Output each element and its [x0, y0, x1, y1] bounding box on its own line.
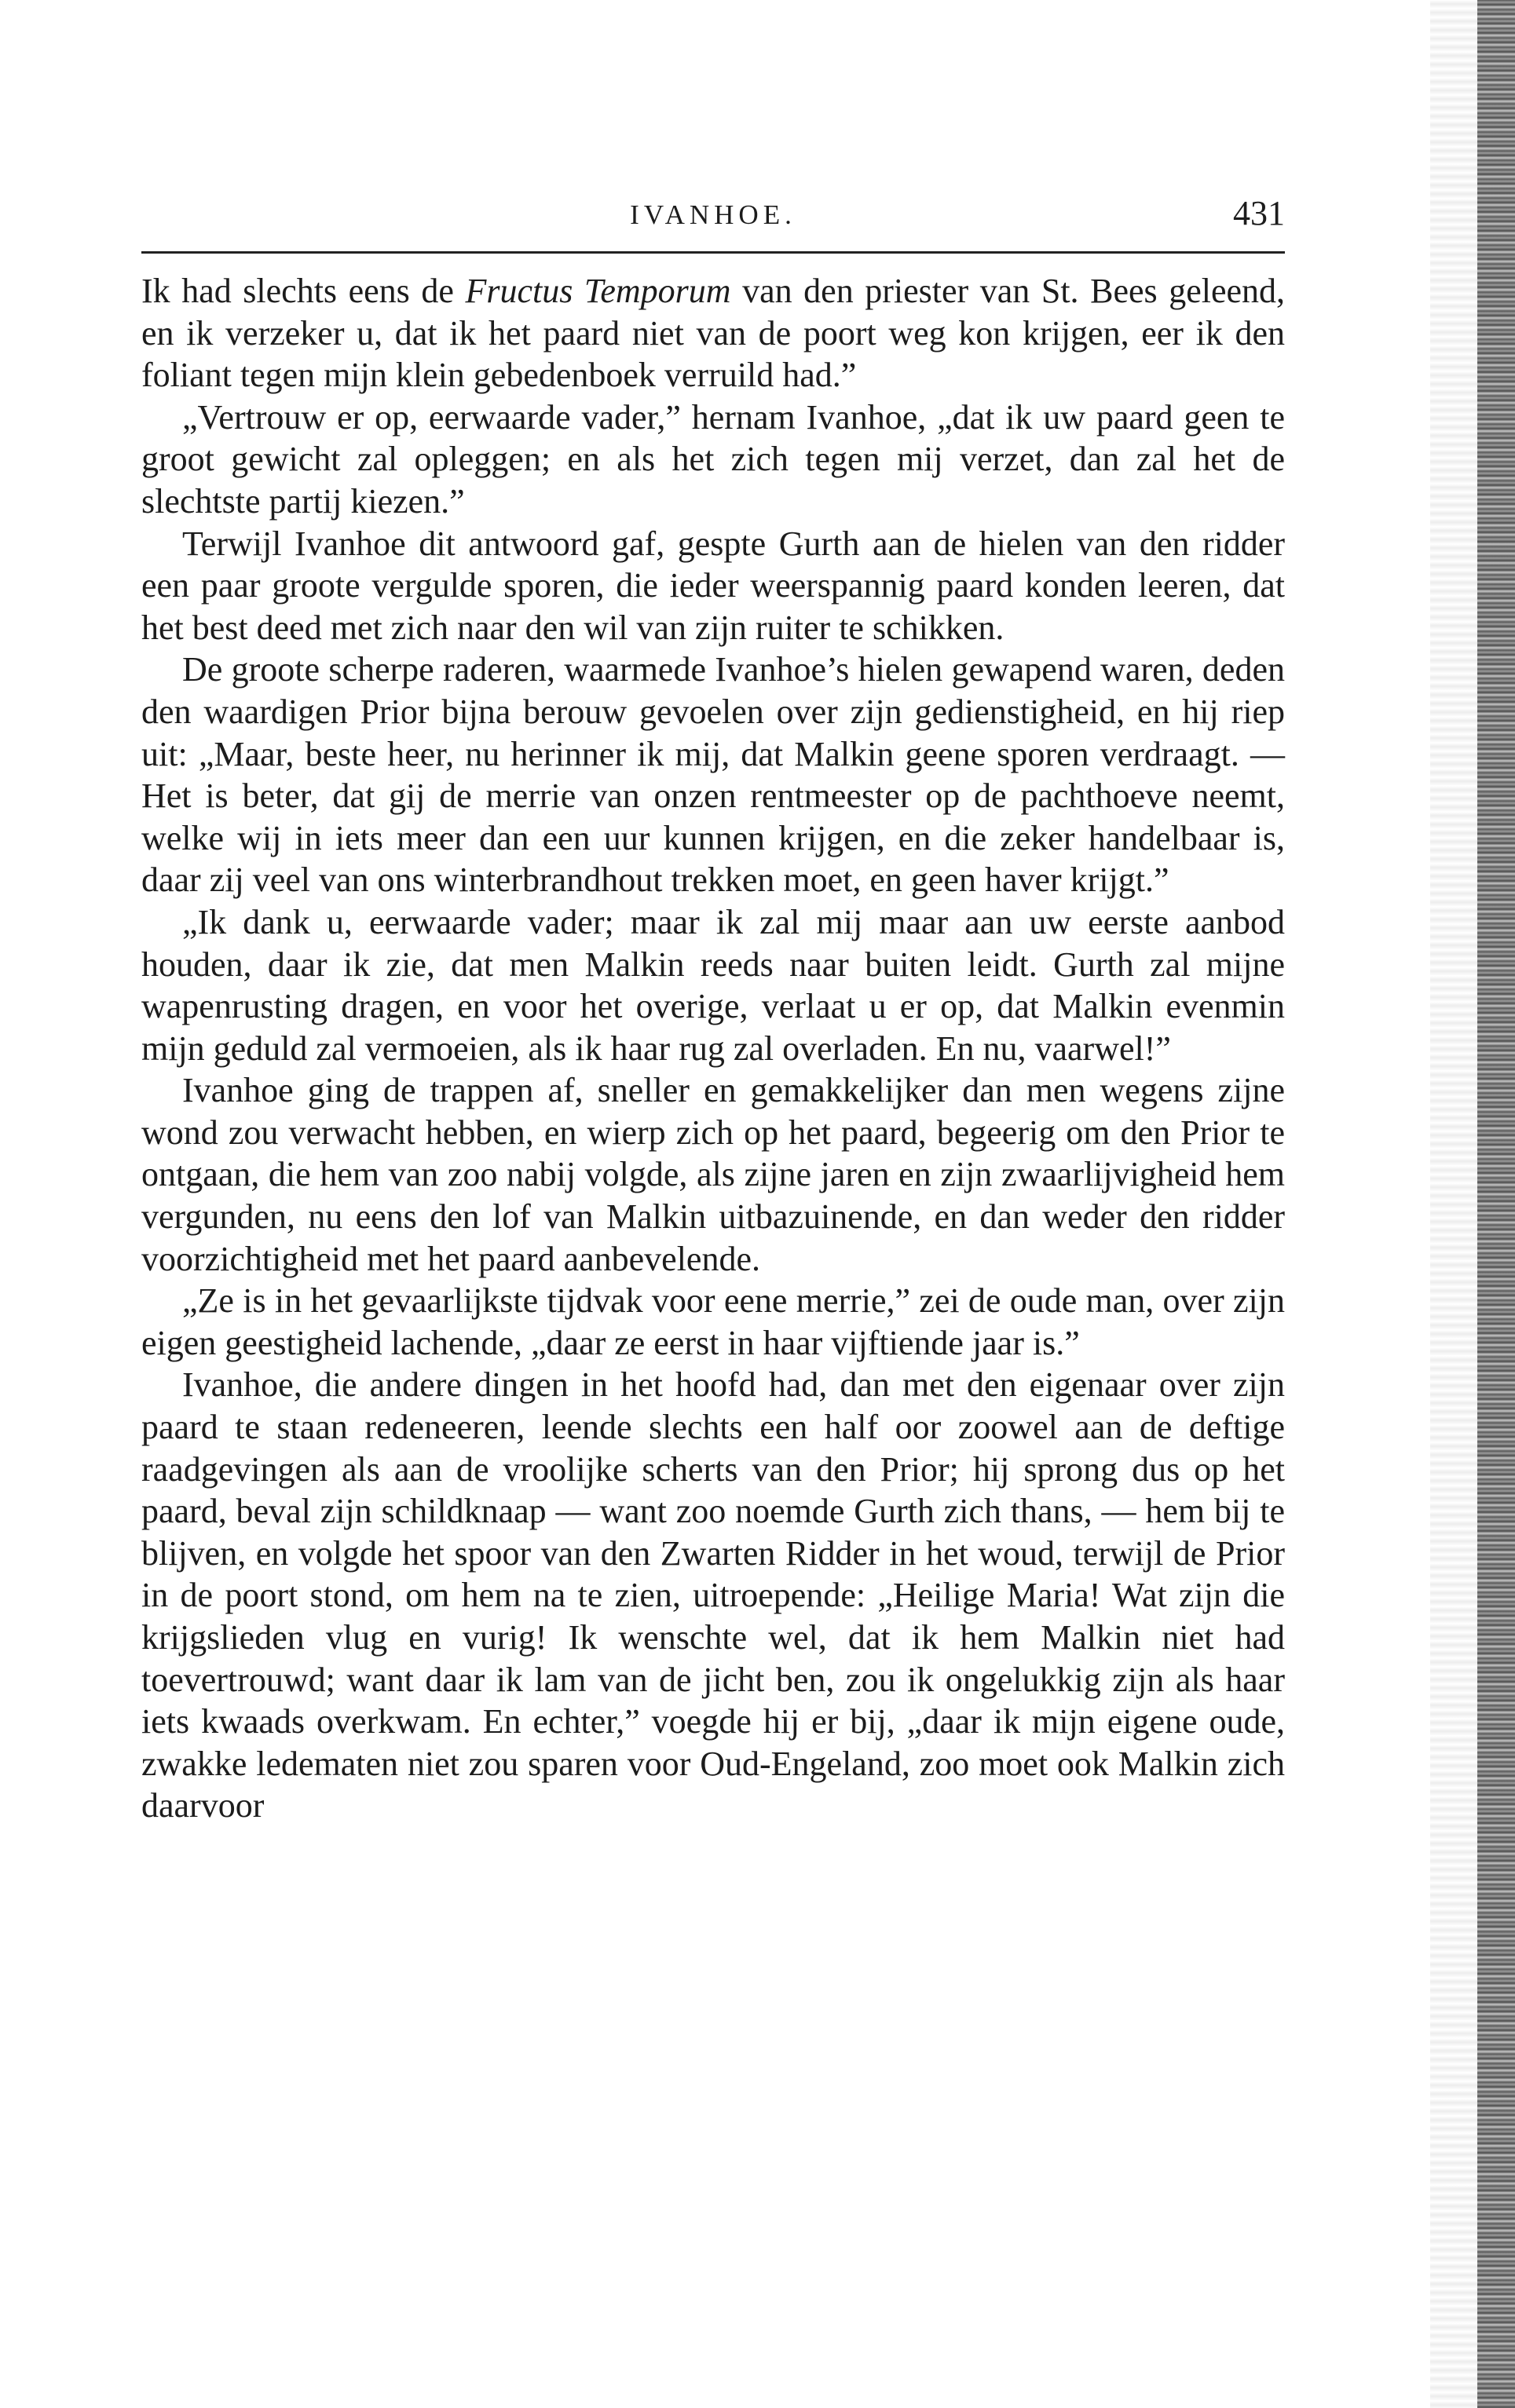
paragraph-2: „Vertrouw er op, eerwaarde vader,” hernam Ivanhoe, „dat ik uw paard geen te groot gewicht zal opleggen; en als het zich tegen mij verzet, dan zal het de slechtste partij kiezen.” [141, 397, 1285, 521]
page-header [141, 188, 1285, 251]
running-title: IVANHOE. [630, 199, 796, 230]
scan-shadow [1430, 0, 1477, 2408]
paragraph-6: Ivanhoe ging de trappen af, sneller en gemakkelijker dan men wegens zijne wond zou verwacht hebben, en wierp zich op het paard, begeerig om den Prior te ontgaan, die hem van zoo nabij volgde, als zijne jaren en zijn zwaarlijvigheid hem vergunden, nu eens den lof van Malkin uitbazuinende, en dan weder den ridder voorzichtigheid met het paard aanbevelende. [141, 1071, 1285, 1278]
paragraph-8: Ivanhoe, die andere dingen in het hoofd had, dan met den eigenaar over zijn paard te staan redeneeren, leende slechts een half oor zoowel aan de deftige raadgevingen als aan de vroolijke scherts van den Prior; hij sprong dus op het paard, beval zijn schildknaap — want zoo noemde Gurth zich thans, — hem bij te blijven, en volgde het spoor van den Zwarten Ridder in het woud, terwijl de Prior in de poort stond, om hem na te zien, uitroepende: „Heilige Maria! Wat zijn die krijgslieden vlug en vurig! Ik wenschte wel, dat ik hem Malkin niet had toevertrouwd; want daar ik lam van de jicht ben, zou ik ongelukkig zijn als haar iets kwaads overkwam. En echter,” voegde hij er bij, „daar ik mijn eigene oude, zwakke ledematen niet zou sparen voor Oud-Engeland, zoo moet ook Malkin zich daarvoor [141, 1365, 1285, 1825]
paragraph-5: „Ik dank u, eerwaarde vader; maar ik zal mij maar aan uw eerste aanbod houden, daar ik zie, dat men Malkin reeds naar buiten leidt. Gurth zal mijne wapenrusting dragen, en voor het overige, verlaat u er op, dat Malkin evenmin mijn geduld zal vermoeien, als ik haar rug zal overladen. En nu, vaarwel!” [141, 902, 1285, 1068]
paragraph-4: De groote scherpe raderen, waarmede Ivanhoe’s hielen gewapend waren, deden den waardigen Prior bijna berouw gevoelen over zijn gedienstigheid, en hij riep uit: „Maar, beste heer, nu herinner ik mij, dat Malkin geene sporen verdraagt. — Het is beter, dat gij de merrie van onzen rentmeester op de pachthoeve neemt, welke wij in iets meer dan een uur kunnen krijgen, en die zeker handelbaar is, daar zij veel van ons winterbrandhout trekken moet, en geen haver krijgt.” [141, 650, 1285, 900]
paragraph-1 [141, 270, 1285, 396]
paragraph-7: „Ze is in het gevaarlijkste tijdvak voor eene merrie,” zei de oude man, over zijn eigen geestigheid lachende, „daar ze eerst in haar vijftiende jaar is.” [141, 1281, 1285, 1362]
paragraph-1-end: van den priester van St. Bees geleend, en ik verzeker u, dat ik het paard niet van de poort weg kon krijgen, eer ik den foliant tegen mijn klein gebedenboek verruild had.” [141, 272, 1286, 395]
header-rule [141, 251, 1285, 254]
book-title: Fructus Temporum [465, 272, 731, 310]
scan-edge [1477, 0, 1515, 2408]
page-number: 431 [1233, 194, 1285, 232]
paragraph-1-start: Ik had slechts eens de [141, 272, 466, 310]
body-text [141, 270, 1285, 1827]
paragraph-3: Terwijl Ivanhoe dit antwoord gaf, gespte Gurth aan de hielen van den ridder een paar groote vergulde sporen, die ieder weerspannig paard konden leeren, dat het best deed met zich naar den wil van zijn ruiter te schikken. [141, 524, 1285, 647]
